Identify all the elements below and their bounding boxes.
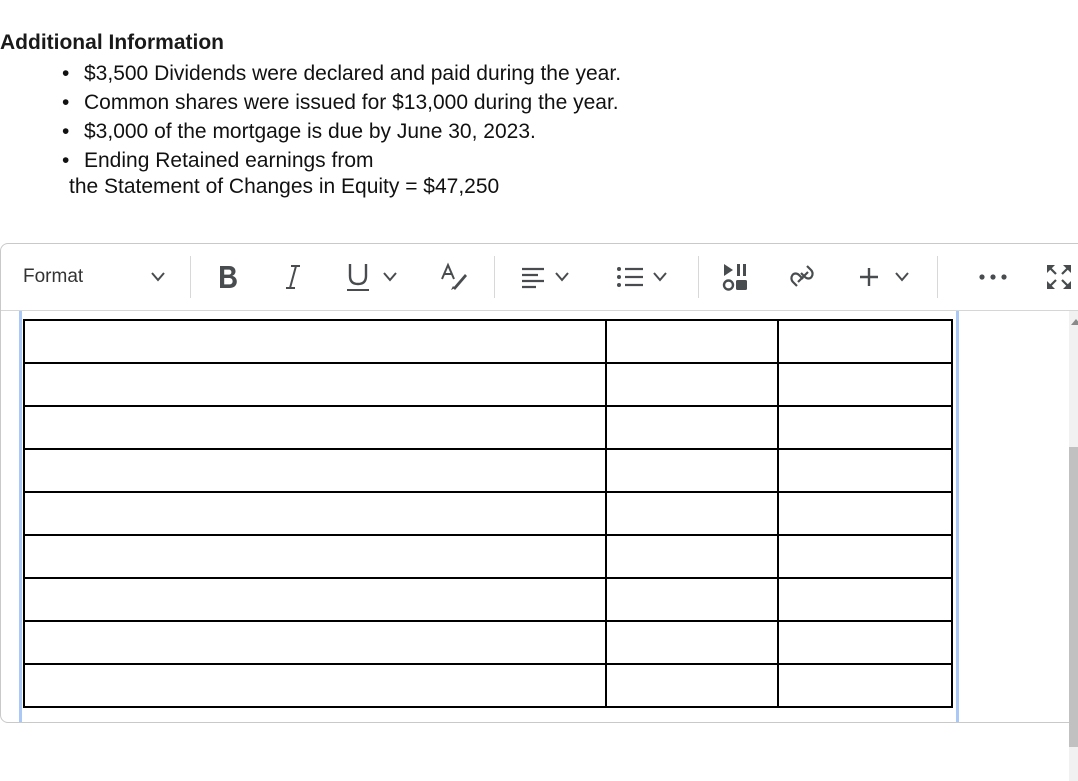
text-color-button[interactable] xyxy=(437,244,471,310)
table-row xyxy=(24,492,952,535)
bold-icon xyxy=(216,263,240,291)
more-icon xyxy=(978,273,1008,281)
chevron-down-icon xyxy=(555,272,569,282)
toolbar-divider xyxy=(937,256,938,298)
table-row xyxy=(24,535,952,578)
toolbar-divider xyxy=(190,256,191,298)
table-cell[interactable] xyxy=(606,578,778,621)
toolbar-divider xyxy=(494,256,495,298)
info-item: • Ending Retained earnings from xyxy=(62,146,1078,175)
italic-button[interactable] xyxy=(273,244,313,310)
table-row xyxy=(24,406,952,449)
info-item: • $3,000 of the mortgage is due by June 30, 2023. xyxy=(62,117,1078,146)
table-cell[interactable] xyxy=(606,535,778,578)
italic-icon xyxy=(283,263,303,291)
info-list xyxy=(0,59,1078,175)
table-cell[interactable] xyxy=(24,363,606,406)
table-row xyxy=(24,664,952,707)
table-cell[interactable] xyxy=(778,363,952,406)
underline-dropdown[interactable] xyxy=(343,244,413,310)
table-cell[interactable] xyxy=(606,406,778,449)
table-cell[interactable] xyxy=(24,492,606,535)
scroll-thumb[interactable] xyxy=(1069,447,1078,747)
table-cell[interactable] xyxy=(606,320,778,363)
link-icon xyxy=(788,262,818,292)
fullscreen-icon xyxy=(1044,262,1074,292)
chevron-down-icon xyxy=(151,272,165,282)
bold-button[interactable] xyxy=(207,244,249,310)
table-row xyxy=(24,449,952,492)
table-cell[interactable] xyxy=(606,664,778,707)
format-dropdown[interactable] xyxy=(9,244,185,310)
data-table[interactable] xyxy=(23,319,953,708)
insert-link-button[interactable] xyxy=(785,244,821,310)
chevron-down-icon xyxy=(653,272,667,282)
table-cell[interactable] xyxy=(24,664,606,707)
list-icon xyxy=(615,263,645,291)
table-cell[interactable] xyxy=(24,320,606,363)
table-row xyxy=(24,320,952,363)
align-icon xyxy=(519,263,547,291)
info-item: • $3,500 Dividends were declared and paid during the year. xyxy=(62,59,1078,88)
insert-media-button[interactable] xyxy=(717,244,753,310)
editor-toolbar xyxy=(1,244,1078,311)
table-cell[interactable] xyxy=(778,449,952,492)
table-row xyxy=(24,578,952,621)
table-cell[interactable] xyxy=(606,621,778,664)
editor-content[interactable] xyxy=(1,311,1078,722)
toolbar-divider xyxy=(698,256,699,298)
table-cell[interactable] xyxy=(778,535,952,578)
underline-icon xyxy=(343,261,373,293)
format-label: Format xyxy=(23,266,83,288)
vertical-scrollbar[interactable] xyxy=(1069,311,1078,781)
info-title: Additional Information xyxy=(0,30,1078,56)
table-cell[interactable] xyxy=(24,621,606,664)
fullscreen-button[interactable] xyxy=(1041,244,1077,310)
table-cell[interactable] xyxy=(778,664,952,707)
info-item: • Common shares were issued for $13,000 during the year. xyxy=(62,88,1078,117)
table-cell[interactable] xyxy=(24,449,606,492)
text-color-icon xyxy=(439,262,469,292)
table-cell[interactable] xyxy=(24,535,606,578)
table-cell[interactable] xyxy=(606,449,778,492)
table-cell[interactable] xyxy=(778,406,952,449)
more-button[interactable] xyxy=(973,244,1013,310)
info-item-continuation: the Statement of Changes in Equity = $47,250 xyxy=(0,173,1078,200)
align-dropdown[interactable] xyxy=(519,244,581,310)
additional-information xyxy=(0,30,1078,200)
chevron-down-icon xyxy=(895,272,909,282)
table-cell[interactable] xyxy=(24,578,606,621)
media-icon xyxy=(720,261,750,293)
table-cell[interactable] xyxy=(778,320,952,363)
table-cell[interactable] xyxy=(24,406,606,449)
table-cell[interactable] xyxy=(778,492,952,535)
scroll-up-arrow[interactable] xyxy=(1071,319,1078,325)
table-row xyxy=(24,621,952,664)
insert-dropdown[interactable] xyxy=(857,244,919,310)
list-dropdown[interactable] xyxy=(615,244,677,310)
table-cell[interactable] xyxy=(606,363,778,406)
insert-icon xyxy=(857,265,881,289)
table-cell[interactable] xyxy=(778,578,952,621)
rich-text-editor xyxy=(0,243,1078,723)
table-row xyxy=(24,363,952,406)
chevron-down-icon xyxy=(383,272,397,282)
table-cell[interactable] xyxy=(606,492,778,535)
table-cell[interactable] xyxy=(778,621,952,664)
